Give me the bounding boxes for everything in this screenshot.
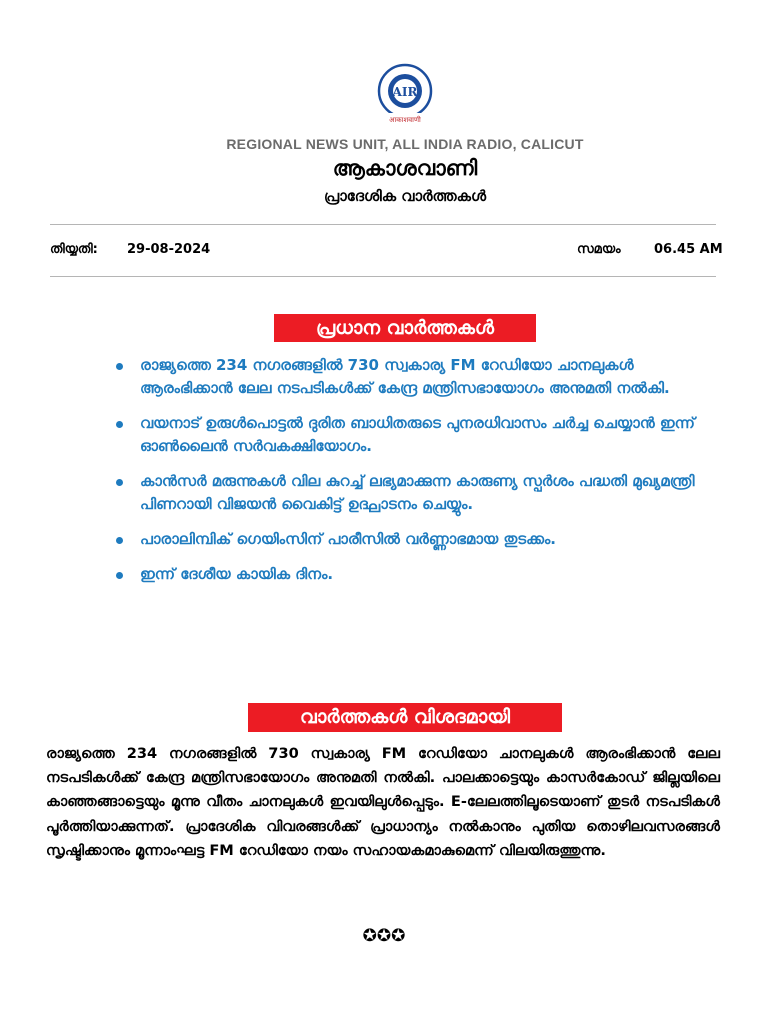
org-line: REGIONAL NEWS UNIT, ALL INDIA RADIO, CALICUT bbox=[226, 136, 584, 152]
top-divider bbox=[50, 224, 716, 225]
headline-item: ഇന്ന് ദേശീയ കായിക ദിനം. bbox=[112, 563, 722, 586]
headlines-list bbox=[112, 354, 722, 598]
bottom-divider bbox=[50, 276, 716, 277]
end-marks: ✪✪✪ bbox=[362, 926, 406, 946]
headline-item: വയനാട് ഉരുൾപൊട്ടൽ ദുരിത ബാധിതരുടെ പുനരധിവാസം ചർച്ച ചെയ്യാൻ ഇന്ന് ഓൺലൈൻ സർവകക്ഷിയോഗം. bbox=[112, 412, 722, 458]
headlines-heading: പ്രധാന വാർത്തകൾ bbox=[274, 314, 536, 342]
date-value: 29-08-2024 bbox=[127, 242, 211, 257]
logo-text: आकाशवाणी bbox=[389, 116, 421, 124]
headline-item: കാൻസർ മരുന്നുകൾ വില കുറച്ച് ലഭ്യമാക്കുന്ന കാരുണ്യ സ്പർശം പദ്ധതി മുഖ്യമന്ത്രി പിണറായി വിജയൻ വൈകിട്ട് ഉദ്ഘാടനം ചെയ്യും. bbox=[112, 470, 722, 516]
all-india-radio-logo bbox=[374, 63, 436, 125]
date-label: തിയ്യതി: bbox=[50, 242, 98, 257]
details-heading: വാർത്തകൾ വിശദമായി bbox=[248, 703, 562, 732]
time-value: 06.45 AM bbox=[654, 242, 723, 257]
time-label: സമയം bbox=[577, 242, 621, 257]
details-paragraph: രാജ്യത്തെ 234 നഗരങ്ങളിൽ 730 സ്വകാര്യ FM റേഡിയോ ചാനലുകൾ ആരംഭിക്കാൻ ലേല നടപടികൾക്ക് കേന്ദ്ര മന്ത്രിസഭായോഗം അനുമതി നൽകി. പാലക്കാട്ടെയും കാസർകോഡ് ജില്ലയിലെ കാഞ്ഞങ്ങാട്ടെയും മൂന്നു വീതം ചാനലുകൾ ഇവയിലുൾപ്പെടും. E-ലേലത്തിലൂടെയാണ് തുടർ നടപടികൾ പൂർത്തിയാക്കുന്നത്. പ്രാദേശിക വിവരങ്ങൾക്ക് പ്രാധാന്യം നൽകാനും പുതിയ തൊഴിലവസരങ്ങൾ സൃഷ്ടിക്കാനും മൂന്നാംഘട്ട FM റേഡിയോ നയം സഹായകമാകുമെന്ന് വിലയിരുത്തുന്നു. bbox=[46, 745, 720, 859]
headline-item: പാരാലിമ്പിക് ഗെയിംസിന് പാരീസിൽ വർണ്ണാഭമായ തുടക്കം. bbox=[112, 528, 722, 551]
page-subtitle: പ്രാദേശിക വാർത്തകൾ bbox=[323, 187, 487, 205]
headline-item: രാജ്യത്തെ 234 നഗരങ്ങളിൽ 730 സ്വകാര്യ FM റേഡിയോ ചാനലുകൾ ആരംഭിക്കാൻ ലേല നടപടികൾക്ക് കേന്ദ്ര മന്ത്രിസഭായോഗം അനുമതി നൽകി. bbox=[112, 354, 722, 400]
svg-text:AIR: AIR bbox=[392, 85, 418, 99]
page-title: ആകാശവാണി bbox=[332, 156, 478, 180]
